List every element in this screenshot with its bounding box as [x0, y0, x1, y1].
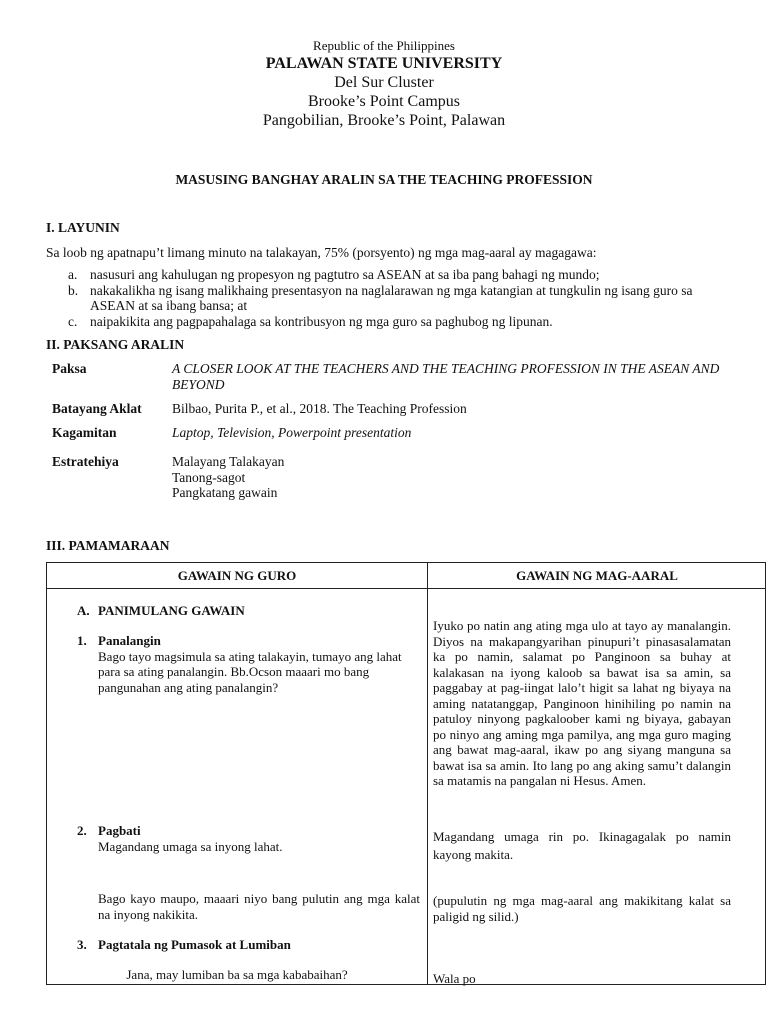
- list-item-text: nasusuri ang kahulugan ng propesyon ng pagtutro sa ASEAN at sa iba pang bahagi ng mundo;: [90, 267, 600, 282]
- estratehiya-values: [172, 454, 722, 501]
- step-guro-cell: [98, 633, 420, 695]
- magaaral-text: Magandang umaga rin po. Ikinagagalak po namin kayong makita.: [433, 829, 731, 862]
- guro-text: Jana, may lumiban ba sa mga kababaihan?: [126, 967, 348, 982]
- step-label: Pagtatala ng Pumasok at Lumiban: [98, 937, 291, 952]
- layunin-heading: I. LAYUNIN: [46, 220, 120, 235]
- cluster-line: Del Sur Cluster: [334, 74, 434, 91]
- estratehiya-item: Tanong-sagot: [172, 469, 246, 485]
- guro-text: Magandang umaga sa inyong lahat.: [98, 838, 283, 854]
- step-marker: 1.: [77, 633, 87, 648]
- step-marker: 3.: [77, 937, 87, 952]
- batayang-aklat-row: [52, 401, 722, 417]
- paksang-aralin-heading: II. PAKSANG ARALIN: [46, 337, 185, 352]
- campus-line: Brooke’s Point Campus: [307, 93, 460, 110]
- estratehiya-item: Malayang Talakayan: [172, 454, 285, 469]
- paksa-value: A CLOSER LOOK AT THE TEACHERS AND THE TEACHING PROFESSION IN THE ASEAN AND BEYOND: [172, 361, 720, 392]
- col-header-magaaral: GAWAIN NG MAG-AARAL: [516, 568, 678, 583]
- step-marker: 2.: [77, 823, 87, 838]
- list-item: [46, 283, 726, 314]
- kagamitan-row: [52, 425, 722, 441]
- layunin-intro: Sa loob ng apatnapu’t limang minuto na talakayan, 75% (porsyento) ng mga mag-aaral ay magagawa:: [46, 245, 597, 260]
- col-header-guro: GAWAIN NG GURO: [177, 568, 297, 583]
- pamamaraan-heading: III. PAMAMARAAN: [46, 538, 170, 553]
- section-label: PANIMULANG GAWAIN: [98, 603, 245, 618]
- step-label: Panalangin: [98, 633, 161, 648]
- kagamitan-label: Kagamitan: [52, 425, 117, 440]
- layunin-list: [46, 267, 726, 329]
- magaaral-text: Wala po: [433, 971, 476, 986]
- section-marker: A.: [77, 603, 90, 618]
- list-marker: c.: [68, 313, 78, 329]
- estratehiya-label: Estratehiya: [52, 454, 119, 469]
- batayang-aklat-value: Bilbao, Purita P., et al., 2018. The Teaching Profession: [172, 401, 467, 416]
- header-divider: [47, 588, 765, 589]
- address-line: Pangobilian, Brooke’s Point, Palawan: [262, 112, 506, 129]
- university-name: PALAWAN STATE UNIVERSITY: [265, 55, 503, 72]
- magaaral-text: Iyuko po natin ang ating mga ulo at tayo ay manalangin. Diyos na makapangyarihan pinupuri’t pinasasalamatan ka po namin, salamat po Panginoon sa buhay at kalakasan na iyong kaloob sa bawat isa sa amin, sa paggabay at pag-iingat lalo’t higit sa lahat ng biyaya na aming natatanggap, Panginoon hinihiling po namin na patuloy ninyong pagkaloober kami ng biyaya, gabayan po ninyo ang aming mga pamilya, ang mga guro maging ang bawat mag-aaral, ikaw po ang siyang manguna sa bawat isa sa amin. Ito lang po ang aking samu’t dalangin sa matamis na pangalan ni Hesus. Amen.: [433, 618, 731, 788]
- list-marker: b.: [68, 282, 79, 298]
- document-title: MASUSING BANGHAY ARALIN SA THE TEACHING PROFESSION: [175, 172, 593, 187]
- estratehiya-item: Pangkatang gawain: [172, 485, 278, 500]
- step-label: Pagbati: [98, 823, 141, 838]
- kagamitan-value: Laptop, Television, Powerpoint presentation: [172, 425, 412, 440]
- estratehiya-row: [52, 454, 722, 501]
- list-marker: a.: [68, 267, 78, 282]
- list-item: [46, 314, 726, 330]
- column-divider: [427, 563, 428, 984]
- paksa-label: Paksa: [52, 361, 87, 376]
- document-header: [0, 38, 768, 130]
- guro-text: Bago tayo magsimula sa ating talakayin, tumayo ang lahat para sa ating panalangin. Bb.Ocson maaari mo bang pangunahan ang ating panalangin?: [98, 648, 402, 695]
- batayang-aklat-label: Batayang Aklat: [52, 401, 142, 416]
- pamamaraan-table: [46, 562, 766, 985]
- paksa-row: [52, 361, 722, 392]
- step-guro-cell: [98, 823, 420, 854]
- list-item-text: nakakalikha ng isang malikhaing presentasyon na naglalarawan ng mga katangian at tungkulin ng isang guro sa ASEAN at sa ibang bansa; at: [90, 282, 693, 313]
- list-item-text: naipakikita ang pagpapahalaga sa kontribusyon ng mga guro sa paghubog ng lipunan.: [90, 313, 553, 329]
- list-item: [46, 267, 726, 283]
- guro-text: Bago kayo maupo, maaari niyo bang pulutin ang mga kalat na inyong nakikita.: [98, 891, 420, 922]
- republic-line: Republic of the Philippines: [313, 38, 455, 53]
- magaaral-text: (pupulutin ng mga mag-aaral ang makikitang kalat sa paligid ng silid.): [433, 893, 731, 924]
